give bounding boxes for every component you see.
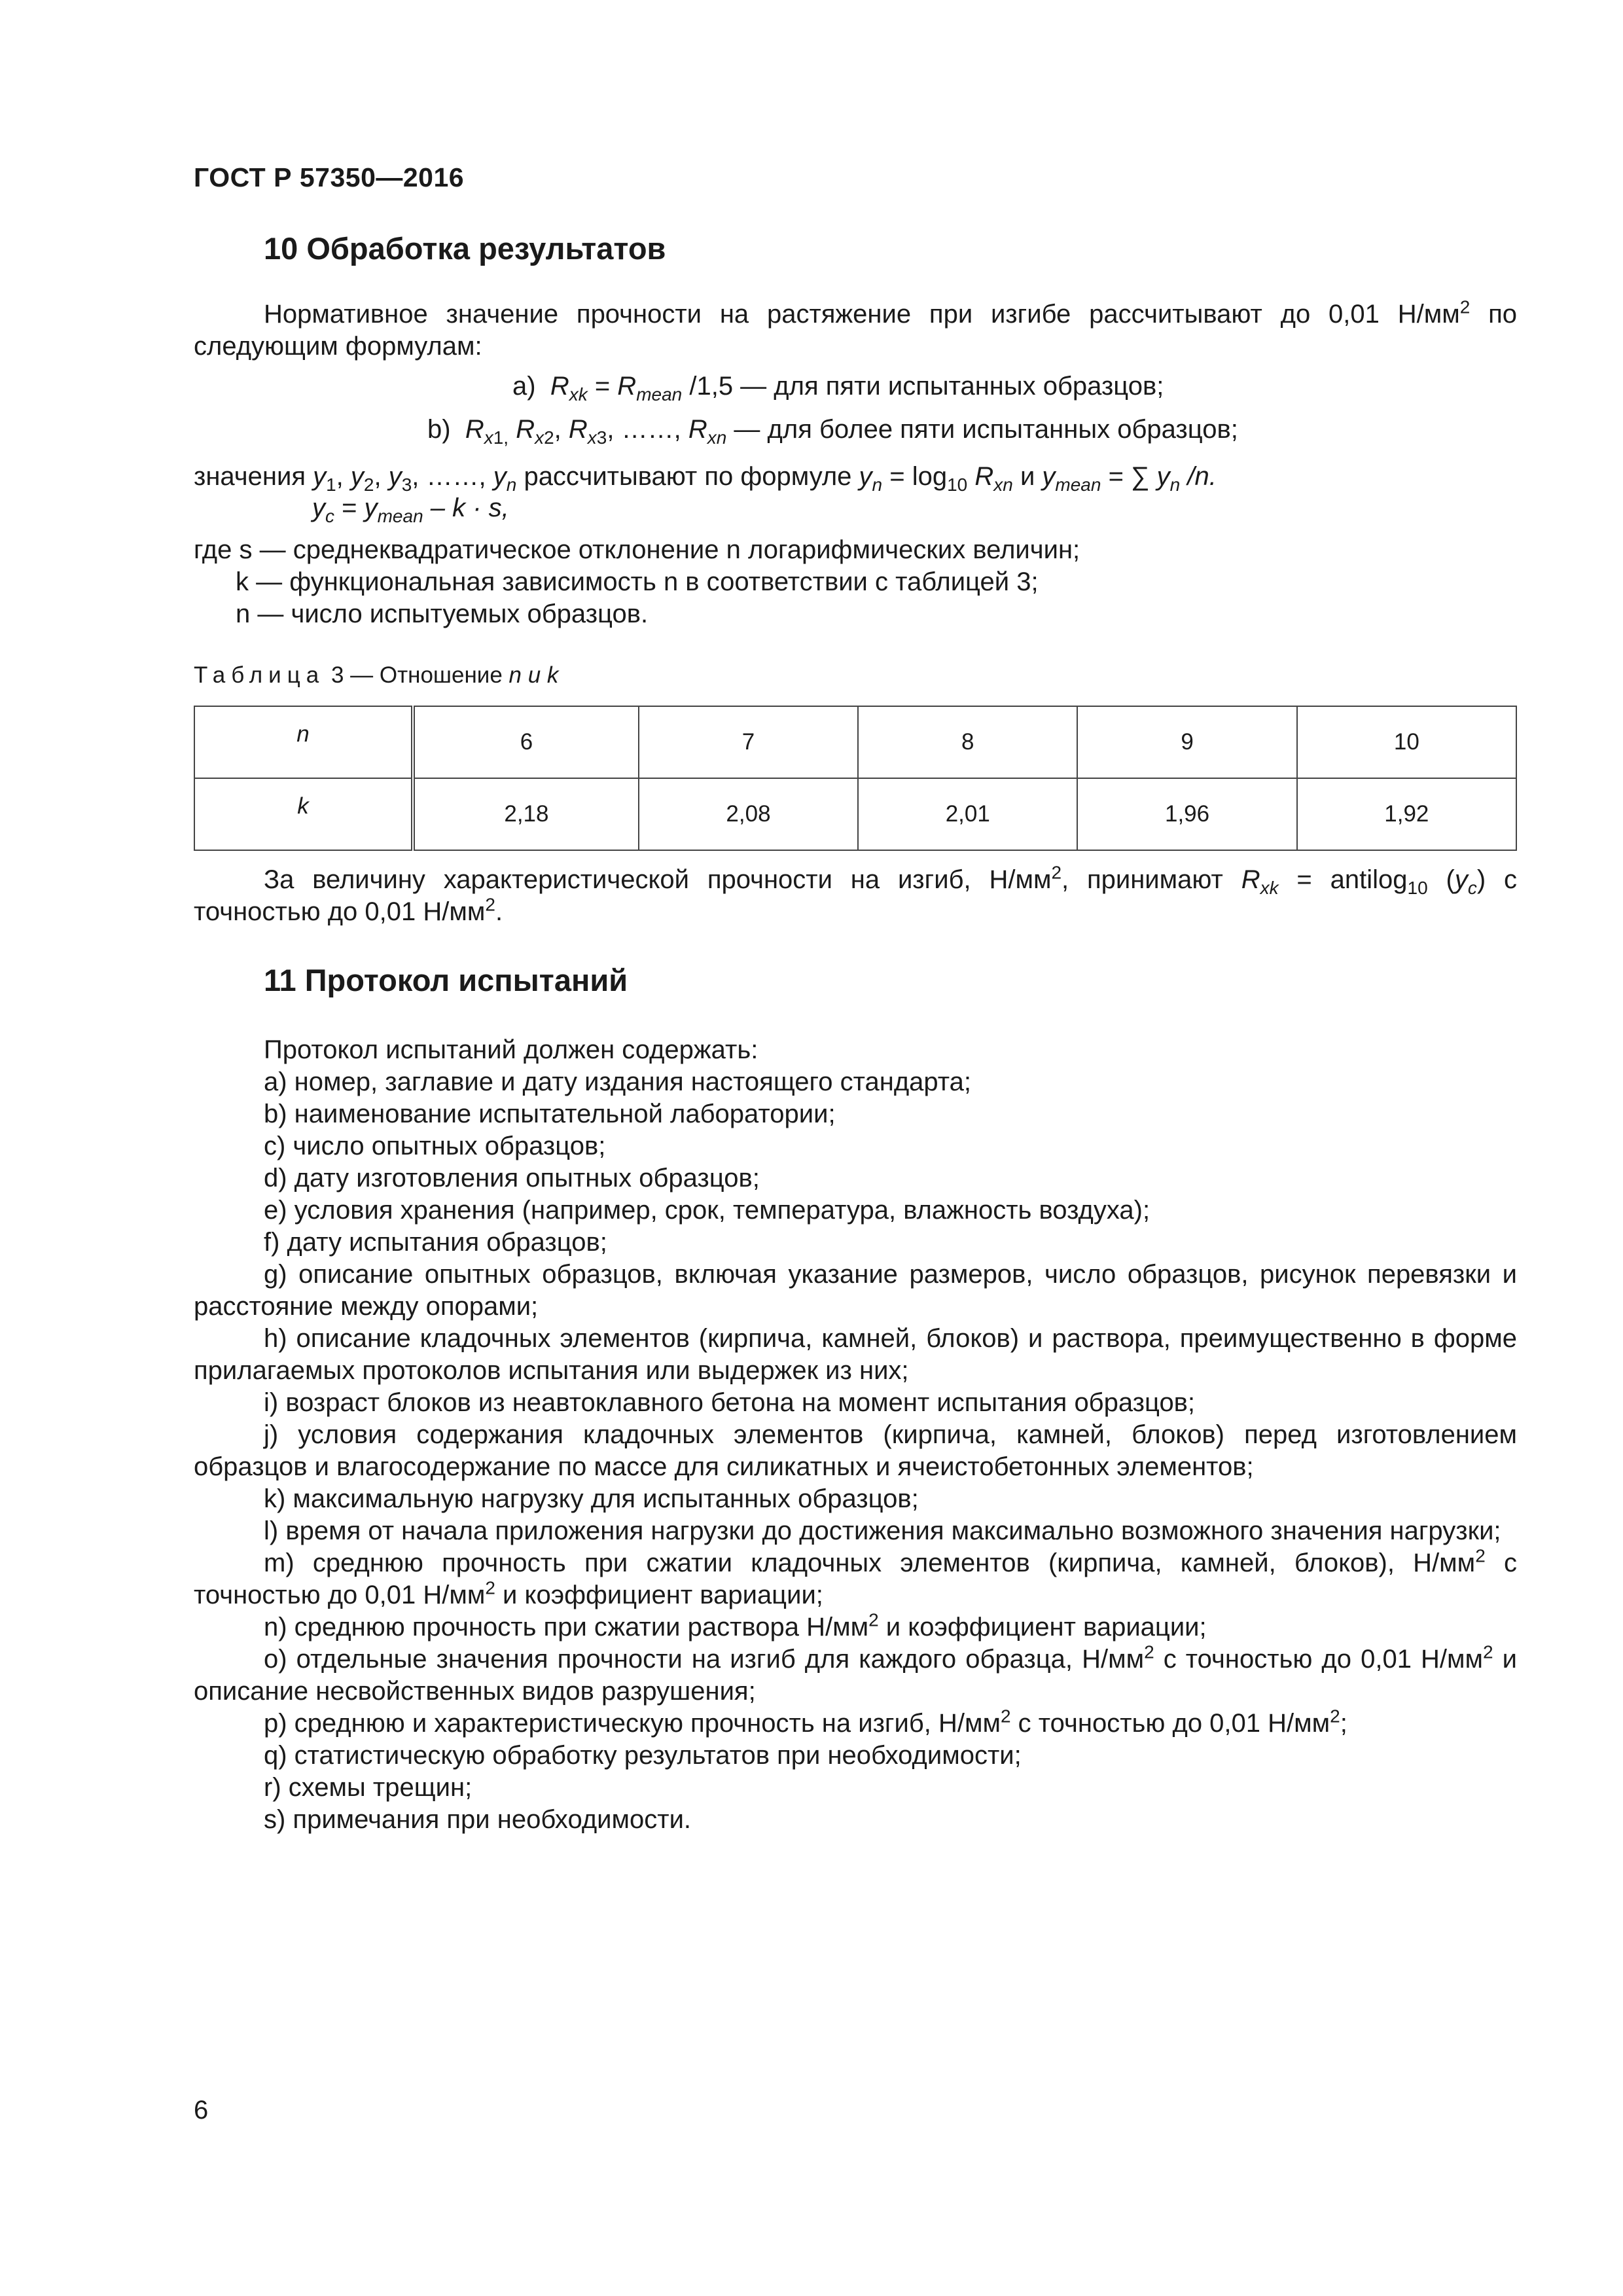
values-formula-line: значения $y_1$, $y_2$, $y_3$, ……, $y_n$ рассчитывают по формуле $y_n = \log_{10} R_{xn}$ и $y_{mean}$ = ∑ $y_n$ /n.: [194, 462, 1217, 495]
formula-a: a) $R_{xk} = R_{mean}$ /1,5 — для пяти испытанных образцов;: [512, 372, 1164, 404]
intro-paragraph: Нормативное значение прочности на растяжение при изгибе рассчитывают до 0,01 $Н/мм^2$ по следующим формулам:: [194, 296, 1517, 361]
table-cell: 10: [1297, 706, 1516, 778]
page-number: 6: [194, 2096, 209, 2125]
table-row-n: [194, 706, 1516, 778]
table-cell: 8: [858, 706, 1077, 778]
list-item: o) отдельные значения прочности на изгиб для каждого образца, $Н/мм^2$ с точностью до 0,01 $Н/мм^2$ и описание несвойственных видов разрушения;: [194, 1641, 1517, 1706]
protocol-list: [194, 1034, 1517, 1836]
characteristic-strength-paragraph: За величину характеристической прочности на изгиб, $Н/мм^2$, принимают $R_{xk}$ = antilog$_{10}$ $(y_c)$ с точностью до 0,01 $Н/мм^2$.: [194, 862, 1517, 926]
list-item: l) время от начала приложения нагрузки до достижения максимально возможного значения нагрузки;: [264, 1516, 1501, 1545]
yc-formula-line: $y_c = y_{mean} - k \cdot s$,: [312, 493, 509, 526]
formula-b: b) $R_{x1,}$ $R_{x2}$, $R_{x3}$, ……, $R_{xn}$ — для более пяти испытанных образцов;: [427, 415, 1238, 448]
section-11-title: 11 Протокол испытаний: [264, 963, 628, 997]
table-3-caption: Таблица 3 — Отношение n и k: [194, 662, 559, 688]
list-item: d) дату изготовления опытных образцов;: [264, 1164, 760, 1193]
table-cell: 2,01: [858, 778, 1077, 850]
table-cell: 7: [639, 706, 858, 778]
standard-designation: ГОСТ Р 57350—2016: [194, 162, 465, 192]
table-cell: 1,92: [1297, 778, 1516, 850]
list-item: f) дату испытания образцов;: [264, 1228, 607, 1257]
list-item: g) описание опытных образцов, включая указание размеров, число образцов, рисунок перевязки и расстояние между опорами;: [194, 1260, 1517, 1321]
row-label-n: n: [194, 706, 413, 778]
section-10-intro: [194, 298, 1517, 363]
table-cell: 1,96: [1077, 778, 1296, 850]
list-item: q) статистическую обработку результатов при необходимости;: [264, 1741, 1022, 1770]
legend-s: где s — среднеквадратическое отклонение n логарифмических величин;: [194, 535, 1080, 564]
legend-n: n — число испытуемых образцов.: [236, 600, 649, 628]
list-item: m) среднюю прочность при сжатии кладочных элементов (кирпича, камней, блоков), $Н/мм^2$ с точностью до 0,01 $Н/мм^2$ и коэффициент вариации;: [194, 1545, 1517, 1609]
section-10-title: 10 Обработка результатов: [264, 231, 666, 266]
legend-block: [194, 534, 1517, 630]
list-item: r) схемы трещин;: [264, 1773, 473, 1802]
list-item: h) описание кладочных элементов (кирпича, камней, блоков) и раствора, преимущественно в форме прилагаемых протоколов испытания или выдержек из них;: [194, 1324, 1517, 1385]
protocol-intro: Протокол испытаний должен содержать:: [264, 1035, 758, 1064]
list-item: s) примечания при необходимости.: [264, 1805, 692, 1834]
list-item: k) максимальную нагрузку для испытанных образцов;: [264, 1484, 919, 1513]
list-item: a) номер, заглавие и дату издания настоящего стандарта;: [264, 1067, 971, 1096]
list-item: j) условия содержания кладочных элементов (кирпича, камней, блоков) перед изготовлением образцов и влагосодержание по массе для силикатных и ячеистобетонных элементов;: [194, 1420, 1517, 1481]
list-item: c) число опытных образцов;: [264, 1132, 606, 1160]
table-3: [194, 706, 1517, 851]
legend-k: k — функциональная зависимость n в соответствии с таблицей 3;: [236, 567, 1039, 596]
list-item: p) среднюю и характеристическую прочность на изгиб, $Н/мм^2$ с точностью до 0,01 $Н/мм^2$;: [264, 1706, 1347, 1738]
table-row-k: [194, 778, 1516, 850]
list-item: b) наименование испытательной лаборатории;: [264, 1100, 836, 1128]
table-cell: 2,18: [413, 778, 639, 850]
table-cell: 6: [413, 706, 639, 778]
row-label-k: k: [194, 778, 413, 850]
list-item: n) среднюю прочность при сжатии раствора $Н/мм^2$ и коэффициент вариации;: [264, 1609, 1207, 1641]
table-cell: 2,08: [639, 778, 858, 850]
table-cell: 9: [1077, 706, 1296, 778]
list-item: e) условия хранения (например, срок, температура, влажность воздуха);: [264, 1196, 1150, 1225]
list-item: i) возраст блоков из неавтоклавного бетона на момент испытания образцов;: [264, 1388, 1196, 1417]
